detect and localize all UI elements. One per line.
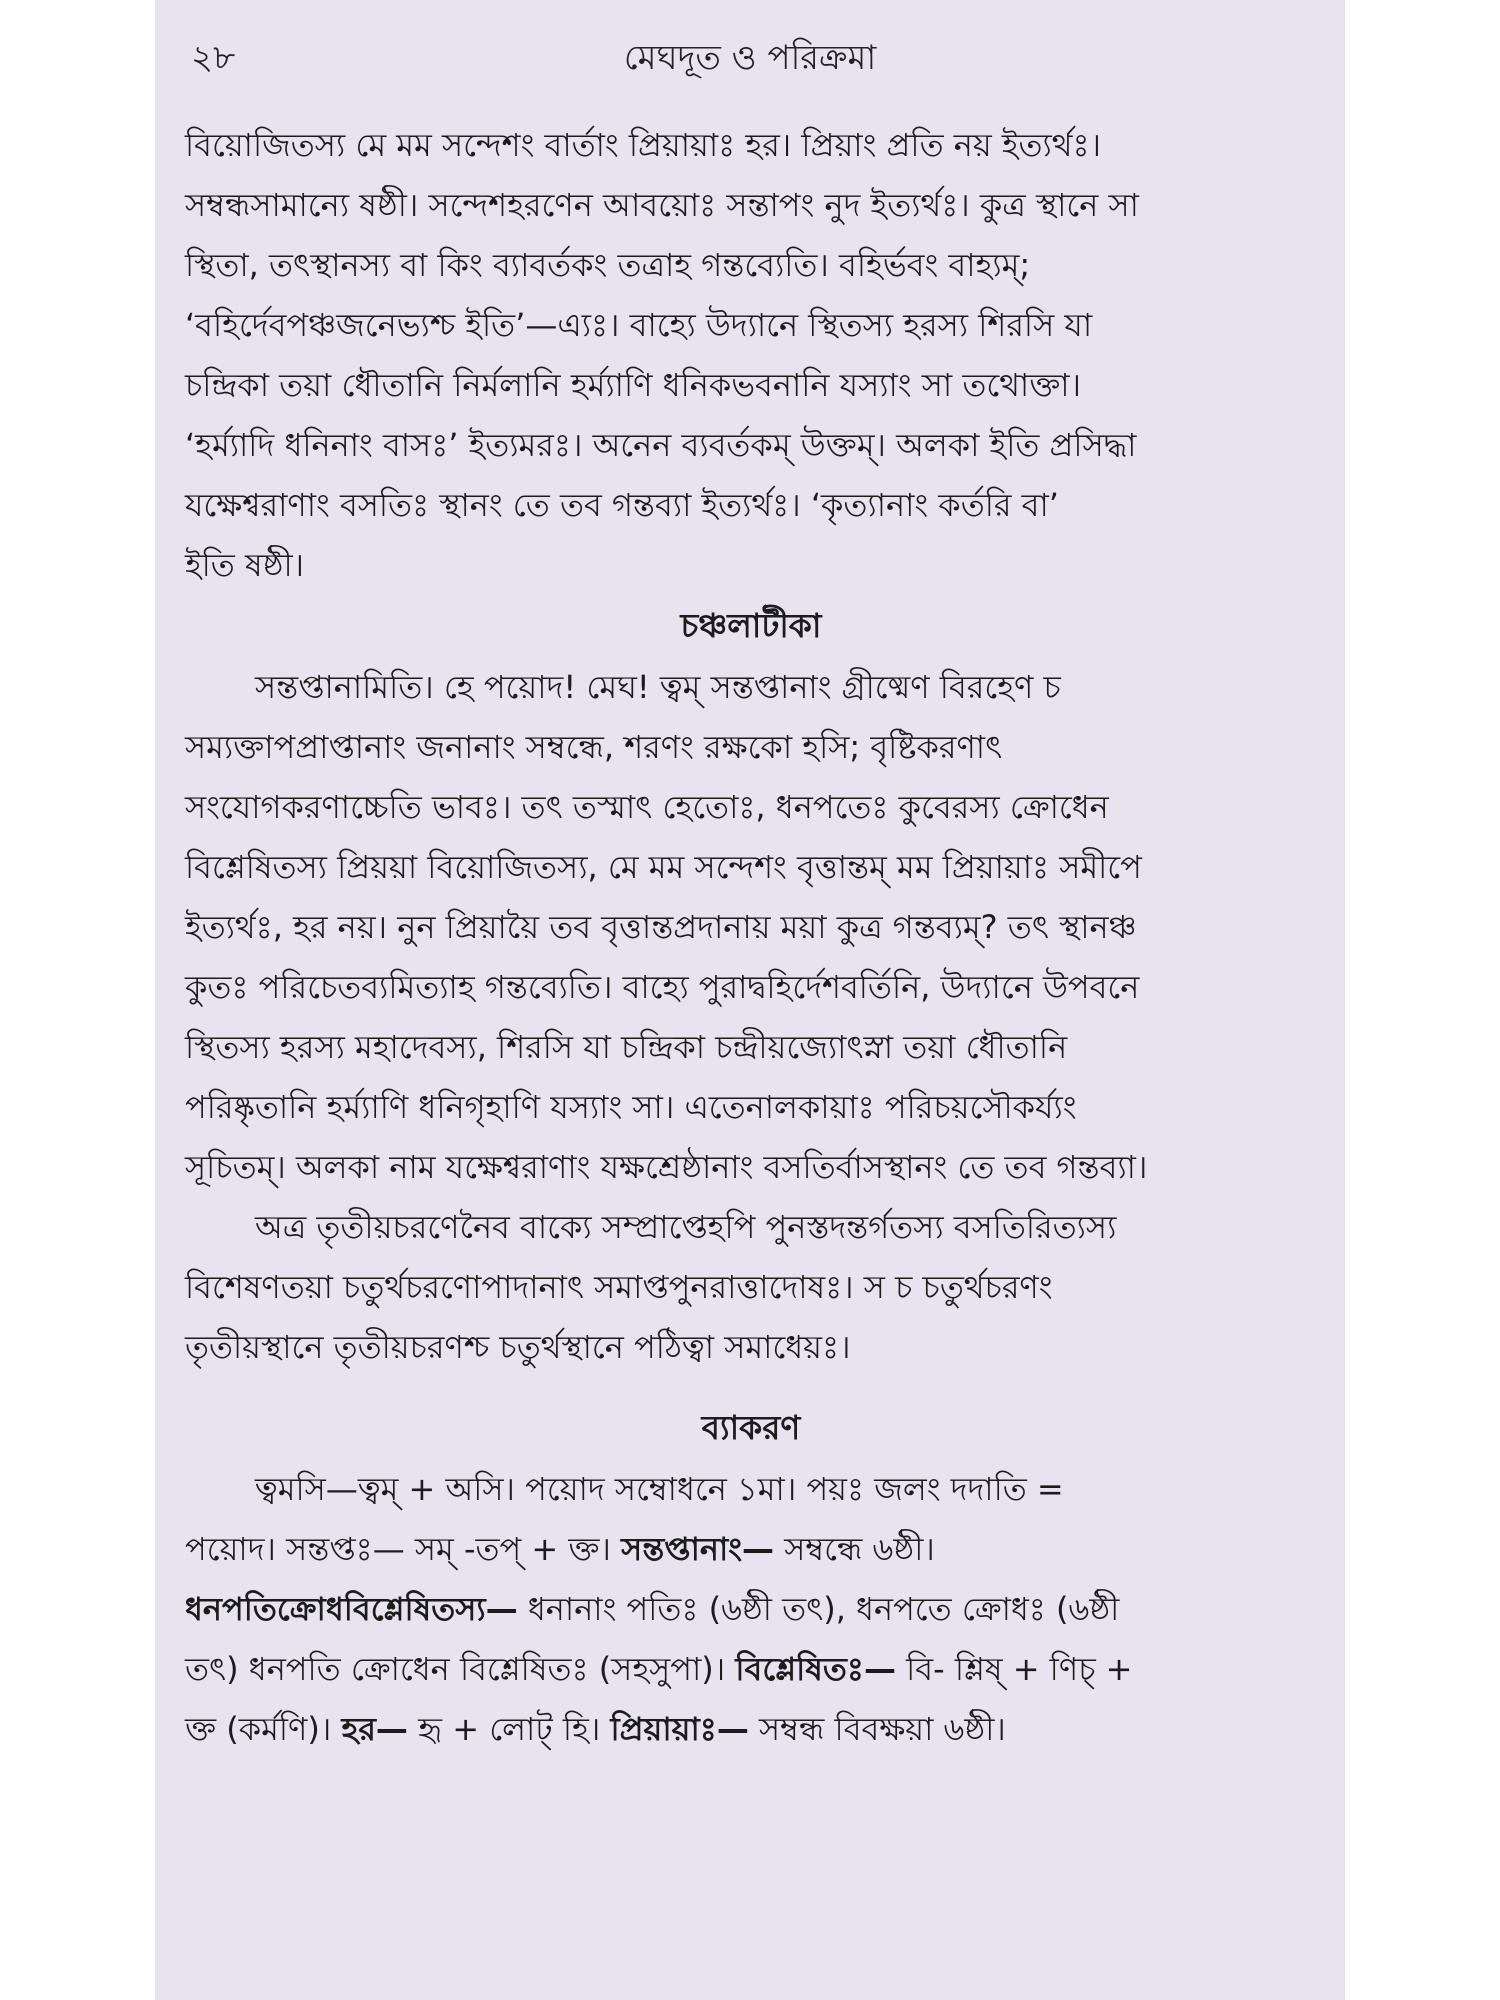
text-line: তৃতীয়স্থানে তৃতীয়চরণশ্চ চতুর্থস্থানে পঠিত্বা সমাধেয়ঃ। xyxy=(185,1328,851,1366)
running-title: মেঘদূত ও পরিক্রমা xyxy=(623,38,877,78)
text-line: পরিষ্কৃতানি হর্ম্যাণি ধনিগৃহাণি যস্যাং সা। এতেনালকায়াঃ পরিচয়সৌকর্য্যং xyxy=(185,1088,1077,1126)
bold-term: সন্তপ্তানাং— xyxy=(621,1530,775,1568)
page-number: ২৮ xyxy=(191,38,236,78)
bold-term: প্রিয়ায়াঃ— xyxy=(610,1710,749,1748)
text-line: সন্তপ্তানামিতি। হে পয়োদ! মেঘ! ত্বম্ সন্তপ্তানাং গ্রীষ্মেণ বিরহেণ চ xyxy=(255,668,1061,706)
text-run: সম্বন্ধে ৬ষ্ঠী। xyxy=(774,1530,935,1568)
text-line xyxy=(185,1519,1317,1579)
text-line: চন্দ্রিকা তয়া ধৌতানি নির্মলানি হর্ম্যাণি ধনিকভবনানি যস্যাং সা তথোক্তা। xyxy=(185,366,1082,404)
text-line: বিয়োজিতস্য মে মম সন্দেশং বার্তাং প্রিয়ায়াঃ হর। প্রিয়াং প্রতি নয় ইত্যর্থঃ। xyxy=(185,126,1102,164)
text-run: হৃ + লোট্ হি। xyxy=(407,1710,611,1748)
bold-term: হর— xyxy=(341,1710,408,1748)
text-line: সম্যক্তাপপ্রাপ্তানাং জনানাং সম্বন্ধে, শরণং রক্ষকো হসি; বৃষ্টিকরণাৎ xyxy=(185,728,1003,766)
text-line: সম্বন্ধসামান্যে ষষ্ঠী। সন্দেশহরণেন আবয়োঃ সন্তাপং নুদ ইত্যর্থঃ। কুত্র স্থানে সা xyxy=(185,186,1139,224)
text-run: তৎ) ধনপতি ক্রোধেন বিশ্লেষিতঃ (সহসুপা)। xyxy=(185,1650,736,1688)
section-heading-chanchala: চঞ্চলাটীকা xyxy=(680,606,822,645)
text-line: স্থিতস্য হরস্য মহাদেবস্য, শিরসি যা চন্দ্রিকা চন্দ্রীয়জ্যোৎস্না তয়া ধৌতানি xyxy=(185,1028,1068,1066)
text-line: ‘হর্ম্যাদি ধনিনাং বাসঃ’ ইত্যমরঃ। অনেন ব্যবর্তকম্ উক্তম্। অলকা ইতি প্রসিদ্ধা xyxy=(185,426,1137,464)
text-line: স্থিতা, তৎস্থানস্য বা কিং ব্যাবর্তকং তত্রাহ গন্তব্যেতি। বহির্ভবং বাহ্যম্; xyxy=(185,246,1031,284)
text-line xyxy=(185,1579,1317,1639)
page-header xyxy=(185,32,1315,76)
page-content xyxy=(185,115,1317,1759)
text-run: পয়োদ। সন্তপ্তঃ— সম্ -তপ্ + ক্ত। xyxy=(185,1530,622,1568)
text-line: সংযোগকরণাচ্চেতি ভাবঃ। তৎ তস্মাৎ হেতোঃ, ধনপতেঃ কুবেরস্য ক্রোধেন xyxy=(185,788,1109,826)
text-line: ইতি ষষ্ঠী। xyxy=(185,546,305,584)
bold-term: বিশ্লেষিতঃ— xyxy=(735,1650,896,1688)
text-line: কুতঃ পরিচেতব্যমিত্যাহ গন্তব্যেতি। বাহ্যে পুরাদ্বহির্দেশবর্তিনি, উদ্যানে উপবনে xyxy=(185,968,1140,1006)
section-heading-grammar: ব্যাকরণ xyxy=(701,1408,801,1447)
text-run: সম্বন্ধ বিবক্ষয়া ৬ষ্ঠী। xyxy=(748,1710,1006,1748)
text-line xyxy=(185,1699,1317,1759)
text-line: ইত্যর্থঃ, হর নয়। নুন প্রিয়ায়ৈ তব বৃত্তান্তপ্রদানায় ময়া কুত্র গন্তব্যম্? তৎ স্থানঞ্চ xyxy=(185,908,1137,946)
bold-term: ধনপতিক্রোধবিশ্লেষিতস্য— xyxy=(185,1590,518,1628)
text-line: বিশেষণতয়া চতুর্থচরণোপাদানাৎ সমাপ্তপুনরাত্তাদোষঃ। স চ চতুর্থচরণং xyxy=(185,1268,1053,1306)
text-line: বিশ্লেষিতস্য প্রিয়য়া বিয়োজিতস্য, মে মম সন্দেশং বৃত্তান্তম্ মম প্রিয়ায়াঃ সমীপে xyxy=(185,848,1142,886)
text-line: ‘বহির্দেবপঞ্চজনেভ্যশ্চ ইতি’—এ্যঃ। বাহ্যে উদ্যানে স্থিতস্য হরস্য শিরসি যা xyxy=(185,306,1093,344)
section-gap xyxy=(185,1377,1317,1397)
text-line: ত্বমসি—ত্বম্ + অসি। পয়োদ সম্বোধনে ১মা। পয়ঃ জলং দদাতি = xyxy=(255,1470,1064,1508)
book-page xyxy=(155,0,1345,2000)
text-line xyxy=(185,1639,1317,1699)
text-run: ক্ত (কর্মণি)। xyxy=(185,1710,342,1748)
text-line: অত্র তৃতীয়চরণেনৈব বাক্যে সম্প্রাপ্তেহপি পুনস্তদন্তর্গতস্য বসতিরিত্যস্য xyxy=(255,1208,1117,1246)
text-line: যক্ষেশ্বরাণাং বসতিঃ স্থানং তে তব গন্তব্যা ইত্যর্থঃ। ‘কৃত্যানাং কর্তরি বা’ xyxy=(185,486,1059,524)
text-run: ধনানাং পতিঃ (৬ষ্ঠী তৎ), ধনপতে ক্রোধঃ (৬ষ্ঠী xyxy=(517,1590,1120,1628)
text-run: বি- শ্লিষ্ + ণিচ্ + xyxy=(895,1650,1133,1688)
text-line: সূচিতম্। অলকা নাম যক্ষেশ্বরাণাং যক্ষশ্রেষ্ঠানাং বসতির্বাসস্থানং তে তব গন্তব্যা। xyxy=(185,1148,1148,1186)
